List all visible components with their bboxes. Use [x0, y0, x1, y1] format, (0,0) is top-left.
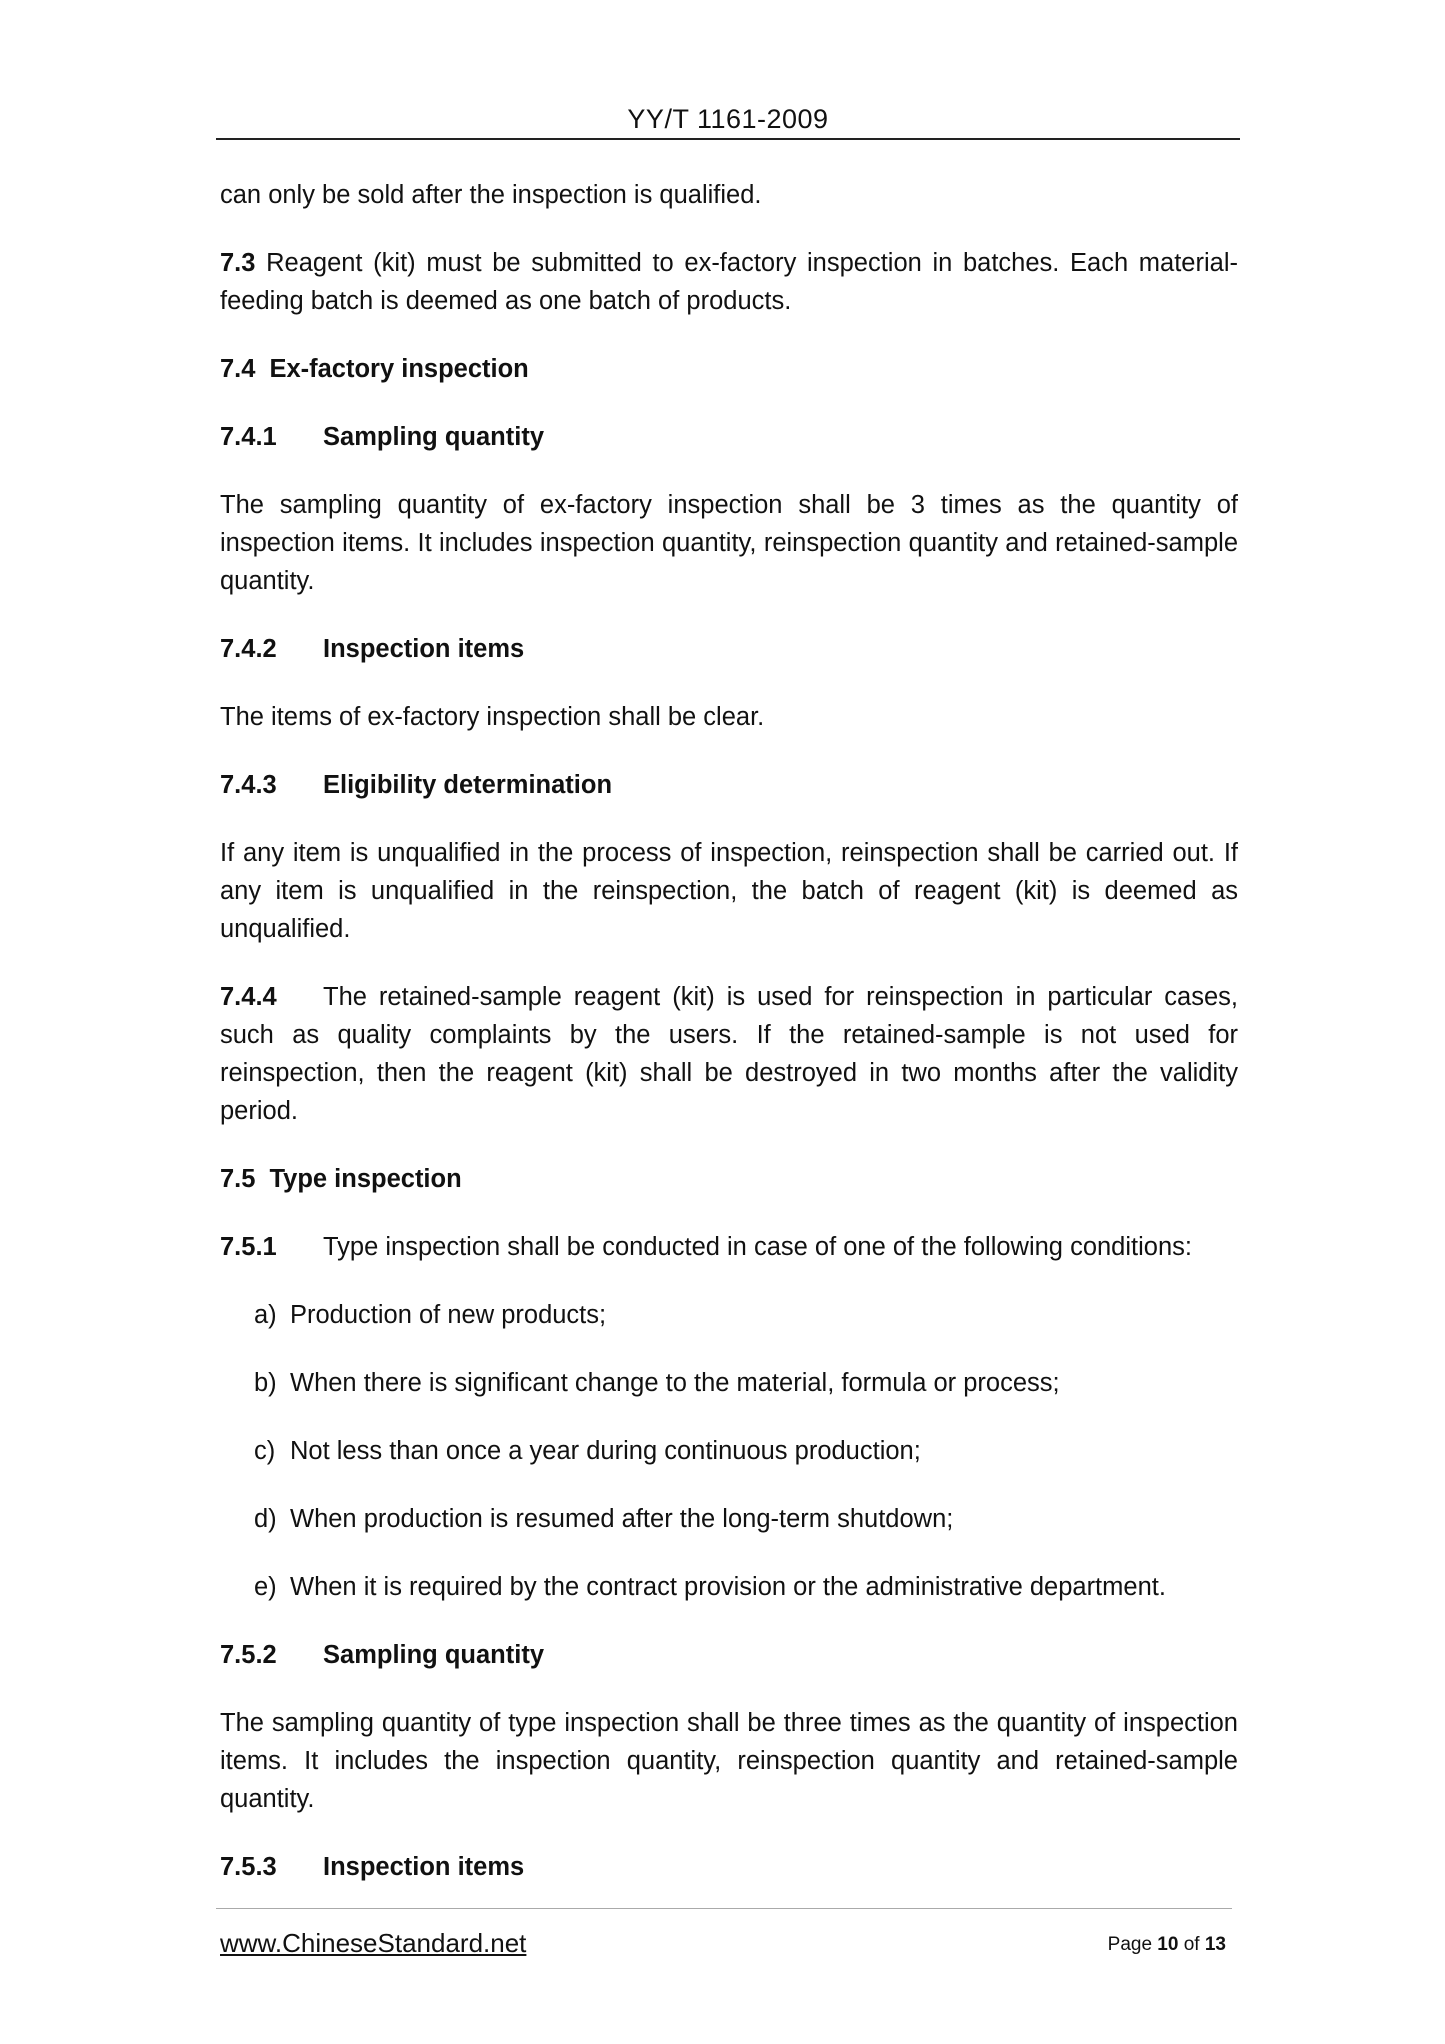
paragraph-7-4-1: The sampling quantity of ex-factory inspection shall be 3 times as the quantity of inspection items. It includes inspection quantity, reinspection quantity and retained-sample quantity.: [220, 491, 1238, 595]
heading-number: 7.4: [220, 355, 256, 383]
page-of: of: [1183, 1934, 1200, 1955]
list-item: [220, 1432, 1238, 1470]
footer-divider: [216, 1908, 1232, 1909]
clause-7-4-4: [220, 978, 1238, 1130]
heading-number: 7.4.1: [220, 423, 277, 451]
list-marker: d): [254, 1505, 277, 1533]
clause-number: 7.3: [220, 249, 256, 277]
clause-text: The retained-sample reagent (kit) is used for reinspection in particular cases, such as quality complaints by the users. If the retained-sample is not used for reinspection, then the reagent (kit) shall be destroyed in two months after the validity period.: [220, 983, 1238, 1125]
heading-number: 7.5.2: [220, 1641, 277, 1669]
page-label: Page: [1107, 1934, 1153, 1955]
page-header: [216, 100, 1240, 140]
clause-7-3: [220, 244, 1238, 320]
heading-7-4-2: [220, 630, 1238, 668]
heading-number: 7.5: [220, 1165, 256, 1193]
page-number: [1108, 1934, 1226, 1956]
heading-number: 7.5.3: [220, 1853, 277, 1881]
list-marker: a): [254, 1301, 277, 1329]
list-marker: c): [254, 1437, 276, 1465]
paragraph-7-5-2: The sampling quantity of type inspection shall be three times as the quantity of inspection items. It includes the inspection quantity, reinspection quantity and retained-sample quantity.: [220, 1709, 1238, 1813]
paragraph-7-4-3: If any item is unqualified in the process of inspection, reinspection shall be carried out. If any item is unqualified in the reinspection, the batch of reagent (kit) is deemed as unqualified.: [220, 839, 1238, 943]
clause-number: 7.4.4: [220, 983, 277, 1011]
document-body: [220, 176, 1238, 1916]
heading-7-4: [220, 350, 1238, 388]
clause-7-5-1: [220, 1228, 1238, 1266]
clause-number: 7.5.1: [220, 1233, 277, 1261]
clause-text: Type inspection shall be conducted in case of one of the following conditions:: [323, 1233, 1192, 1261]
heading-title: Inspection items: [323, 635, 525, 663]
page-current: 10: [1157, 1934, 1179, 1955]
list-text: When production is resumed after the long-term shutdown;: [290, 1505, 954, 1533]
page-total: 13: [1204, 1934, 1226, 1955]
heading-7-4-3: [220, 766, 1238, 804]
heading-7-5-3: [220, 1848, 1238, 1886]
heading-title: Sampling quantity: [323, 1641, 545, 1669]
heading-7-4-1: [220, 418, 1238, 456]
list-marker: b): [254, 1369, 277, 1397]
heading-title: Type inspection: [269, 1165, 462, 1193]
clause-text: Reagent (kit) must be submitted to ex-factory inspection in batches. Each material-feeding batch is deemed as one batch of products.: [220, 249, 1238, 315]
list-item: [220, 1568, 1238, 1606]
list-item: [220, 1364, 1238, 1402]
list-item: [220, 1500, 1238, 1538]
heading-7-5-2: [220, 1636, 1238, 1674]
heading-title: Inspection items: [323, 1853, 525, 1881]
list-text: When there is significant change to the material, formula or process;: [290, 1369, 1060, 1397]
heading-title: Eligibility determination: [323, 771, 613, 799]
heading-title: Ex-factory inspection: [269, 355, 529, 383]
list-text: Not less than once a year during continuous production;: [290, 1437, 921, 1465]
list-text: When it is required by the contract provision or the administrative department.: [290, 1573, 1166, 1601]
heading-title: Sampling quantity: [323, 423, 545, 451]
list-marker: e): [254, 1573, 277, 1601]
list-text: Production of new products;: [290, 1301, 607, 1329]
website-link[interactable]: www.ChineseStandard.net: [220, 1928, 527, 1958]
standard-code: YY/T 1161-2009: [627, 104, 829, 134]
heading-7-5: [220, 1160, 1238, 1198]
paragraph-7-4-2: The items of ex-factory inspection shall be clear.: [220, 703, 765, 731]
continued-paragraph: can only be sold after the inspection is qualified.: [220, 181, 762, 209]
heading-number: 7.4.2: [220, 635, 277, 663]
list-item: [220, 1296, 1238, 1334]
heading-number: 7.4.3: [220, 771, 277, 799]
